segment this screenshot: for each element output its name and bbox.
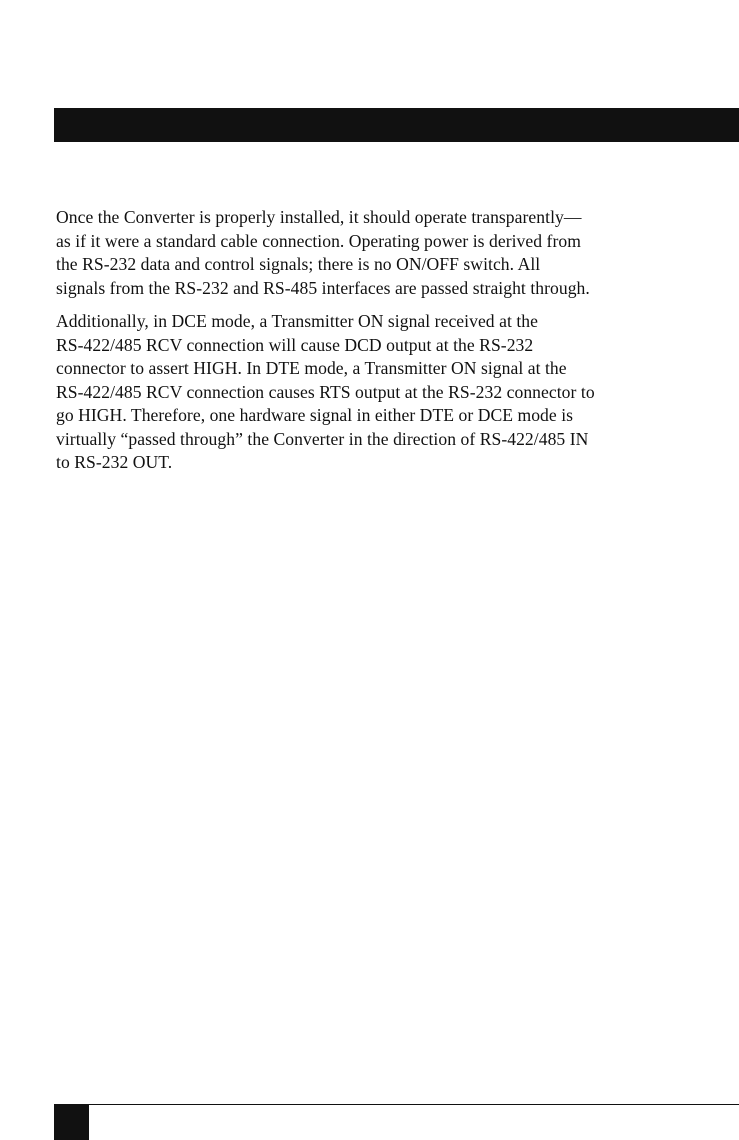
section-header-bar (54, 108, 739, 142)
text-line: RS-422/485 RCV connection will cause DCD output at the RS-232 (56, 334, 534, 355)
text-line: RS-422/485 RCV connection causes RTS output at the RS-232 connector to (56, 381, 595, 402)
text-line: Additionally, in DCE mode, a Transmitter ON signal received at the (56, 311, 538, 331)
text-line: go HIGH. Therefore, one hardware signal in either DTE or DCE mode is (56, 405, 574, 425)
paragraph-operation (56, 206, 732, 300)
page-tab-marker (54, 1104, 89, 1140)
footer-rule (54, 1104, 739, 1105)
text-line: signals from the RS-232 and RS-485 interfaces are passed straight through. (56, 277, 590, 298)
text-line: to RS-232 OUT. (56, 452, 173, 472)
text-line: connector to assert HIGH. In DTE mode, a Transmitter ON signal at the (56, 358, 567, 378)
body-text (56, 206, 732, 485)
text-line: virtually “passed through” the Converter in the direction of RS-422/485 IN (56, 428, 589, 449)
text-line: as if it were a standard cable connection. Operating power is derived from (56, 230, 581, 251)
text-line: Once the Converter is properly installed, it should operate transparently— (56, 207, 582, 227)
text-line: the RS-232 data and control signals; there is no ON/OFF switch. All (56, 254, 541, 274)
paragraph-signal-passthrough (56, 310, 732, 475)
